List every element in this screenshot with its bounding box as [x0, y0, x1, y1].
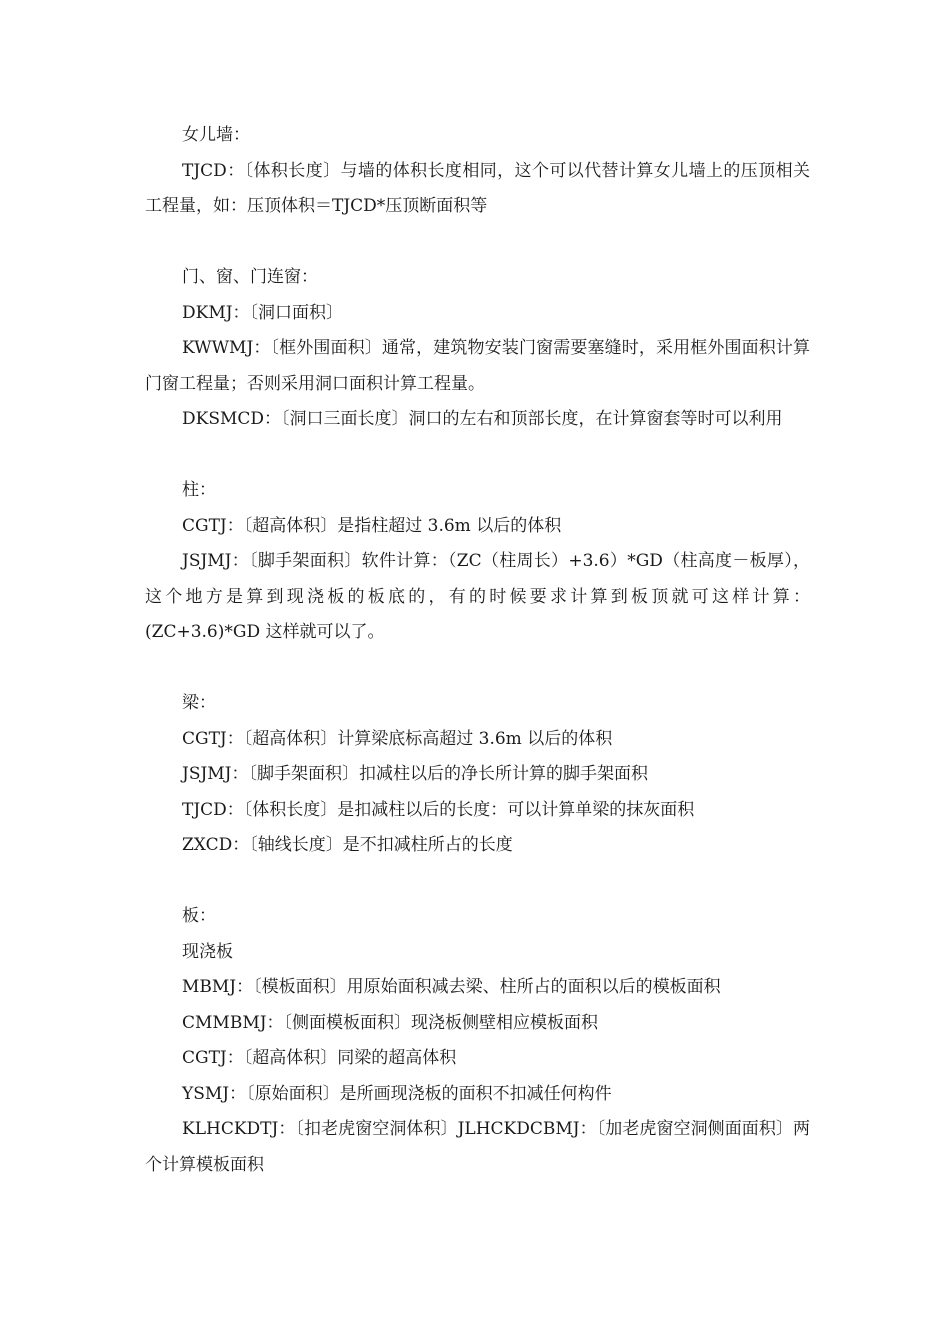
paragraph-beam-zxcd: ZXCD：〔轴线长度〕是不扣减柱所占的长度	[182, 835, 513, 855]
section-heading-parapet: 女儿墙：	[182, 125, 250, 145]
paragraph-beam-tjcd: TJCD：〔体积长度〕是扣减柱以后的长度：可以计算单梁的抹灰面积	[182, 799, 695, 820]
paragraph-column-cgtj: CGTJ：〔超高体积〕是指柱超过 3.6m 以后的体积	[182, 515, 562, 536]
section-heading-column: 柱：	[182, 480, 216, 500]
document-body	[145, 118, 810, 1183]
paragraph-beam-jsjmj: JSJMJ：〔脚手架面积〕扣减柱以后的净长所计算的脚手架面积	[182, 764, 648, 784]
paragraph-slab-ysmj: YSMJ：〔原始面积〕是所画现浇板的面积不扣减任何构件	[182, 1083, 612, 1104]
paragraph-slab-cgtj: CGTJ：〔超高体积〕同梁的超高体积	[182, 1048, 457, 1068]
blank-line	[145, 225, 810, 261]
subheading-cast-in-place-slab: 现浇板	[182, 941, 233, 962]
section-heading-doors-windows: 门、窗、门连窗：	[182, 267, 318, 287]
paragraph-dksmcd: DKSMCD：〔洞口三面长度〕洞口的左右和顶部长度，在计算窗套等时可以利用	[182, 409, 783, 429]
section-heading-beam: 梁：	[182, 693, 216, 713]
paragraph-slab-klhckdtj: KLHCKDTJ：〔扣老虎窗空洞体积〕JLHCKDCBMJ：〔加老虎窗空洞侧面面积〕两个计算模板面积	[145, 1119, 810, 1175]
paragraph-parapet-tjcd: TJCD：〔体积长度〕与墙的体积长度相同，这个可以代替计算女儿墙上的压顶相关工程量，如：压顶体积＝TJCD*压顶断面积等	[145, 160, 810, 216]
paragraph-slab-mbmj: MBMJ：〔模板面积〕用原始面积减去梁、柱所占的面积以后的模板面积	[182, 977, 721, 997]
paragraph-dkmj: DKMJ：〔洞口面积〕	[182, 302, 344, 323]
blank-line	[145, 438, 810, 474]
paragraph-kwwmj: KWWMJ：〔框外围面积〕通常，建筑物安装门窗需要塞缝时，采用框外围面积计算门窗工程量；否则采用洞口面积计算工程量。	[145, 338, 810, 394]
paragraph-slab-cmmbmj: CMMBMJ：〔侧面模板面积〕现浇板侧壁相应模板面积	[182, 1012, 599, 1033]
blank-line	[145, 651, 810, 687]
section-heading-slab: 板：	[182, 906, 216, 926]
paragraph-column-jsjmj: JSJMJ：〔脚手架面积〕软件计算：（ZC（柱周长）+3.6）*GD（柱高度－板厚），这个地方是算到现浇板的板底的，有的时候要求计算到板顶就可这样计算：(ZC+3.6)*GD 这样就可以了。	[145, 551, 810, 642]
paragraph-beam-cgtj: CGTJ：〔超高体积〕计算梁底标高超过 3.6m 以后的体积	[182, 728, 613, 749]
blank-line	[145, 864, 810, 900]
